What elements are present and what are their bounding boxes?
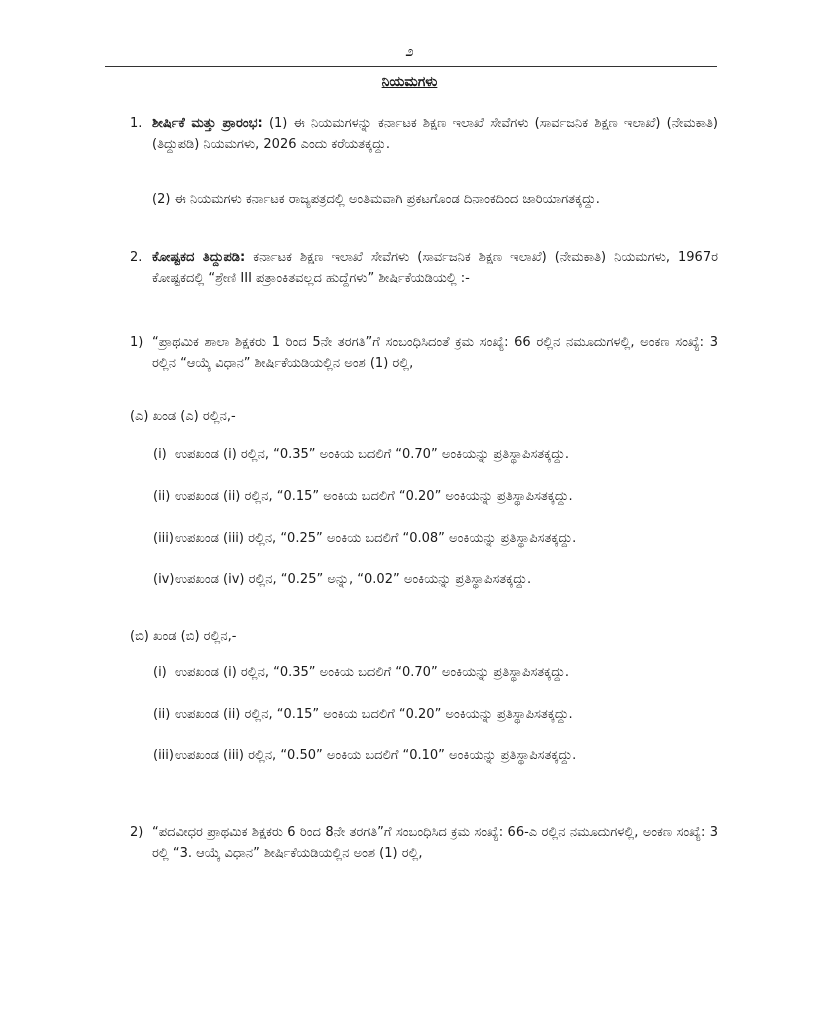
sub-label: (ii) xyxy=(153,489,171,504)
item-2-number: 2) xyxy=(130,825,144,840)
sub-label: (iv) xyxy=(153,572,175,587)
sub-text: ಉಪಖಂಡ (ii) ರಲ್ಲಿನ, “0.15” ಅಂಕಿಯ ಬದಲಿಗೆ “0.20” ಅಂಕಿಯನ್ನು ಪ್ರತಿಸ್ಥಾಪಿಸತಕ್ಕದ್ದು. xyxy=(175,707,573,722)
rule-1-title: ಶೀರ್ಷಿಕೆ ಮತ್ತು ಪ್ರಾರಂಭ: xyxy=(152,116,263,131)
sub-text: ಉಪಖಂಡ (iii) ರಲ್ಲಿನ, “0.50” ಅಂಕಿಯ ಬದಲಿಗೆ “0.10” ಅಂಕಿಯನ್ನು ಪ್ರತಿಸ್ಥಾಪಿಸತಕ್ಕದ್ದು. xyxy=(175,748,577,763)
item-1-paragraph: “ಪ್ರಾಥಮಿಕ ಶಾಲಾ ಶಿಕ್ಷಕರು 1 ರಿಂದ 5ನೇ ತರಗತಿ”ಗೆ ಸಂಬಂಧಿಸಿದಂತೆ ಕ್ರಮ ಸಂಖ್ಯೆ: 66 ರಲ್ಲಿನ ನಮೂದುಗಳಲ್ಲಿ, ಅಂಕಣ ಸಂಖ್ಯೆ: 3 ರಲ್ಲಿನ “ಆಯ್ಕೆ ವಿಧಾನ” ಶೀರ್ಷಿಕೆಯಡಿಯಲ್ಲಿನ ಅಂಶ (1) ರಲ್ಲಿ, xyxy=(152,335,718,371)
clause-b-label: (ಬಿ) ಖಂಡ (ಬಿ) ರಲ್ಲಿನ,- xyxy=(130,629,237,644)
rule-1-number: 1. xyxy=(130,116,143,131)
clause-a-label: (ಎ) ಖಂಡ (ಎ) ರಲ್ಲಿನ,- xyxy=(130,409,236,424)
sub-text: ಉಪಖಂಡ (ii) ರಲ್ಲಿನ, “0.15” ಅಂಕಿಯ ಬದಲಿಗೆ “0.20” ಅಂಕಿಯನ್ನು ಪ್ರತಿಸ್ಥಾಪಿಸತಕ್ಕದ್ದು. xyxy=(175,489,573,504)
rule-2-paragraph xyxy=(152,247,718,289)
sub-label: (iii) xyxy=(153,531,174,546)
sub-text: ಉಪಖಂಡ (iii) ರಲ್ಲಿನ, “0.25” ಅಂಕಿಯ ಬದಲಿಗೆ “0.08” ಅಂಕಿಯನ್ನು ಪ್ರತಿಸ್ಥಾಪಿಸತಕ್ಕದ್ದು. xyxy=(175,531,577,546)
header-rule xyxy=(105,66,717,67)
sub-label: (ii) xyxy=(153,707,171,722)
sub-label: (i) xyxy=(153,665,167,680)
sub-text: ಉಪಖಂಡ (iv) ರಲ್ಲಿನ, “0.25” ಅನ್ನು, “0.02” ಅಂಕಿಯನ್ನು ಪ್ರತಿಸ್ಥಾಪಿಸತಕ್ಕದ್ದು. xyxy=(175,572,532,587)
sub-label: (i) xyxy=(153,447,167,462)
page-heading: ನಿಯಮಗಳು xyxy=(381,74,438,90)
sub-text: ಉಪಖಂಡ (i) ರಲ್ಲಿನ, “0.35” ಅಂಕಿಯ ಬದಲಿಗೆ “0.70” ಅಂಕಿಯನ್ನು ಪ್ರತಿಸ್ಥಾಪಿಸತಕ್ಕದ್ದು. xyxy=(175,447,570,462)
rule-2-number: 2. xyxy=(130,250,143,265)
page-number: ೨ xyxy=(405,42,414,60)
rule-2-title: ಕೋಷ್ಟಕದ ತಿದ್ದುಪಡಿ: xyxy=(152,250,246,265)
rule-1-text-1: (1) ಈ ನಿಯಮಗಳನ್ನು ಕರ್ನಾಟಕ ಶಿಕ್ಷಣ ಇಲಾಖೆ ಸೇವೆಗಳು (ಸಾರ್ವಜನಿಕ ಶಿಕ್ಷಣ ಇಲಾಖೆ) (ನೇಮಕಾತಿ) (ತಿದ್ದುಪಡಿ) ನಿಯಮಗಳು, 2026 ಎಂದು ಕರೆಯತಕ್ಕದ್ದು. xyxy=(152,116,718,152)
rule-1-paragraph-1 xyxy=(152,113,718,155)
rule-1-paragraph-2: (2) ಈ ನಿಯಮಗಳು ಕರ್ನಾಟಕ ರಾಜ್ಯಪತ್ರದಲ್ಲಿ ಅಂತಿಮವಾಗಿ ಪ್ರಕಟಗೊಂಡ ದಿನಾಂಕದಿಂದ ಜಾರಿಯಾಗತಕ್ಕದ್ದು. xyxy=(152,192,600,207)
item-1-number: 1) xyxy=(130,335,144,350)
sub-label: (iii) xyxy=(153,748,174,763)
sub-text: ಉಪಖಂಡ (i) ರಲ್ಲಿನ, “0.35” ಅಂಕಿಯ ಬದಲಿಗೆ “0.70” ಅಂಕಿಯನ್ನು ಪ್ರತಿಸ್ಥಾಪಿಸತಕ್ಕದ್ದು. xyxy=(175,665,570,680)
rule-2-text: ಕರ್ನಾಟಕ ಶಿಕ್ಷಣ ಇಲಾಖೆ ಸೇವೆಗಳು (ಸಾರ್ವಜನಿಕ ಶಿಕ್ಷಣ ಇಲಾಖೆ) (ನೇಮಕಾತಿ) ನಿಯಮಗಳು, 1967ರ ಕೋಷ್ಟಕದಲ್ಲಿ “ಶ್ರೇಣಿ III ಪತ್ರಾಂಕಿತವಲ್ಲದ ಹುದ್ದೆಗಳು” ಶೀರ್ಷಿಕೆಯಡಿಯಲ್ಲಿ :- xyxy=(152,250,718,286)
item-2-paragraph: “ಪದವೀಧರ ಪ್ರಾಥಮಿಕ ಶಿಕ್ಷಕರು 6 ರಿಂದ 8ನೇ ತರಗತಿ”ಗೆ ಸಂಬಂಧಿಸಿದ ಕ್ರಮ ಸಂಖ್ಯೆ: 66-ಎ ರಲ್ಲಿನ ನಮೂದುಗಳಲ್ಲಿ, ಅಂಕಣ ಸಂಖ್ಯೆ: 3 ರಲ್ಲಿ “3. ಆಯ್ಕೆ ವಿಧಾನ” ಶೀರ್ಷಿಕೆಯಡಿಯಲ್ಲಿನ ಅಂಶ (1) ರಲ್ಲಿ, xyxy=(152,825,718,861)
